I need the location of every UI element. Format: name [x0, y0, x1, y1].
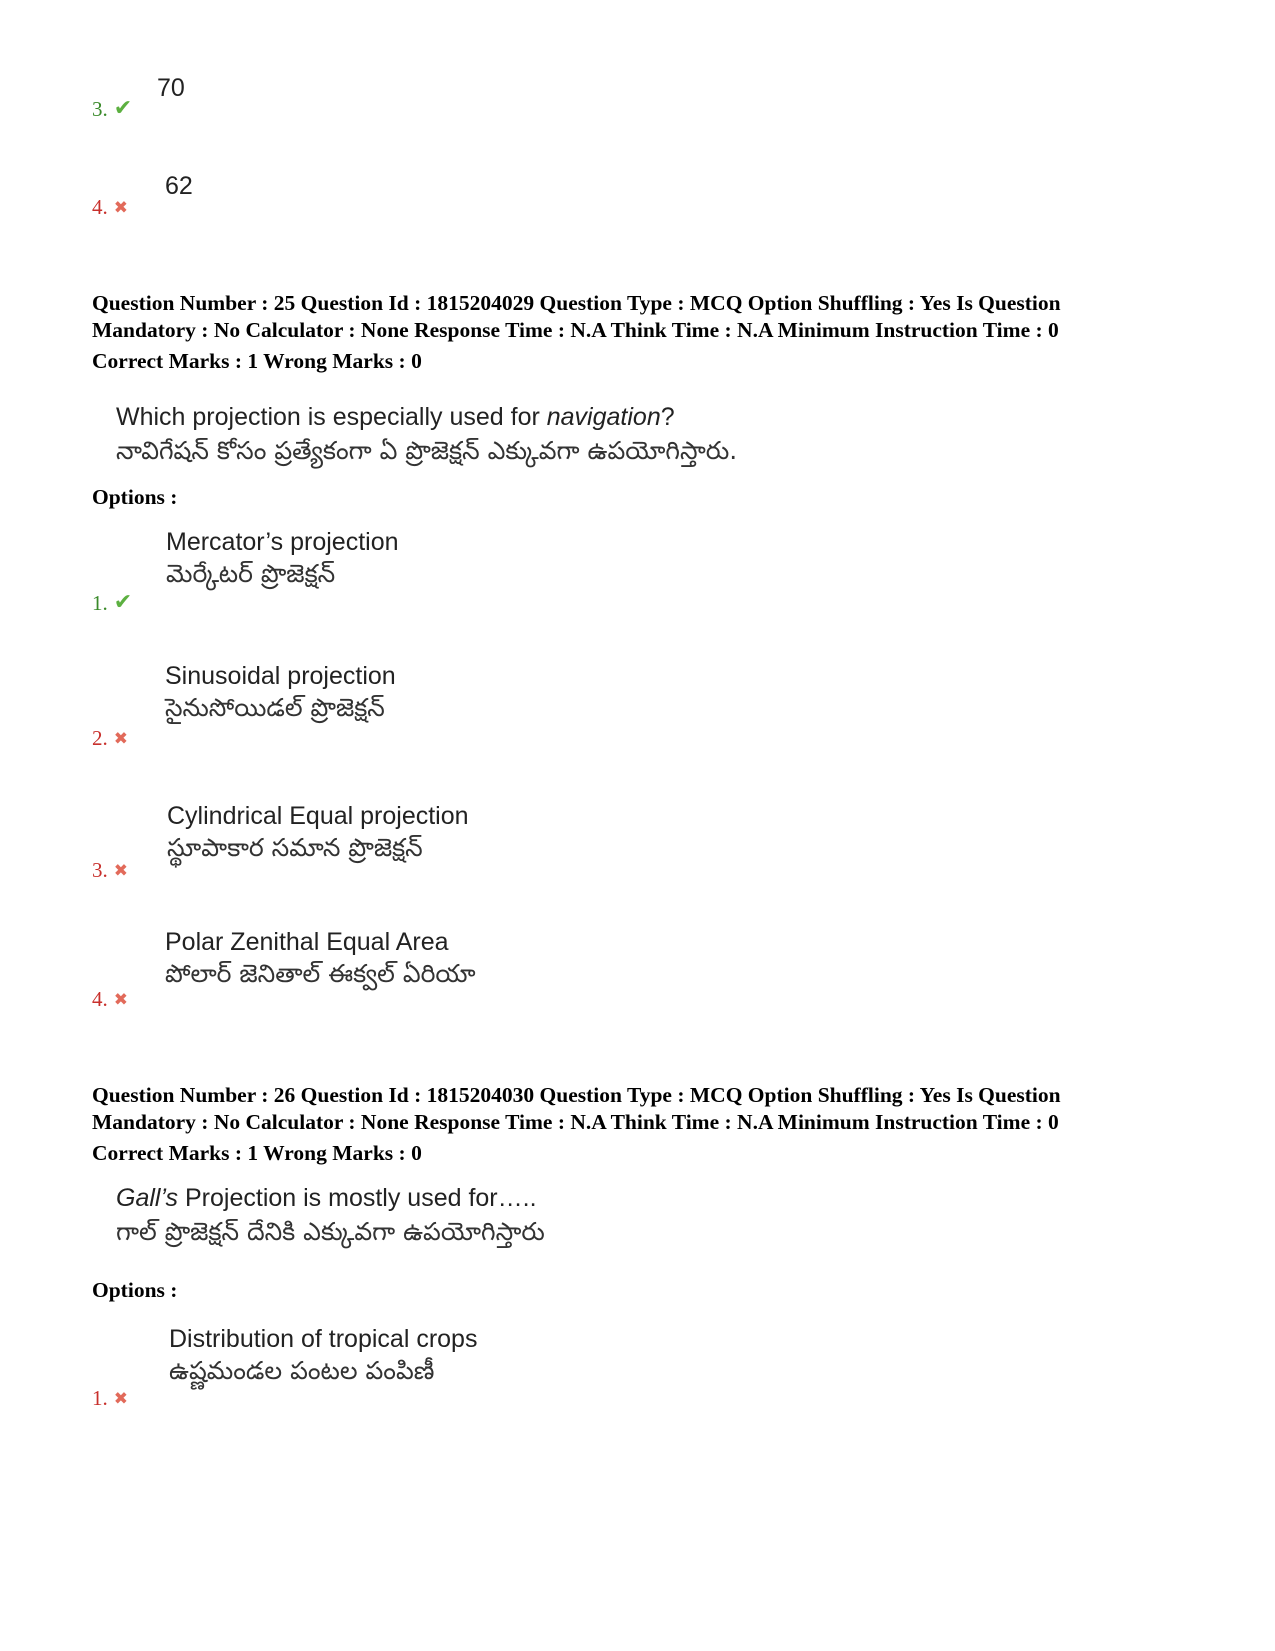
- option-index: 1.: [92, 591, 108, 615]
- question-en-part: Projection is mostly used for…..: [178, 1184, 537, 1212]
- option-index: 3.: [92, 97, 108, 121]
- question-meta: [92, 1082, 1192, 1167]
- option-telugu: పోలార్ జెనితాల్ ఈక్వల్ ఏరియా: [165, 959, 476, 988]
- option-index: 2.: [92, 726, 108, 750]
- question-text: [116, 400, 737, 468]
- option-number: [92, 591, 132, 615]
- option-index: 3.: [92, 858, 108, 882]
- meta-line: Question Number : 26 Question Id : 1815204030 Question Type : MCQ Option Shuffling : Yes Is Question: [92, 1083, 1061, 1107]
- option-telugu: సైనుసోయిడల్ ప్రొజెక్షన్: [165, 693, 385, 722]
- option-number: [92, 1386, 128, 1411]
- option-english: Mercator’s projection: [166, 528, 399, 556]
- question-en-italic: Gall’s: [116, 1184, 179, 1212]
- meta-line: Mandatory : No Calculator : None Response Time : N.A Think Time : N.A Minimum Instruction Time : 0: [92, 1110, 1059, 1134]
- option-number: [92, 726, 128, 751]
- cross-icon: ✖: [113, 729, 128, 749]
- cross-icon: ✖: [113, 198, 128, 218]
- option-value: 70: [157, 74, 185, 102]
- question-english: [116, 400, 737, 434]
- option-number: [92, 97, 132, 121]
- cross-icon: ✖: [113, 990, 128, 1010]
- question-en-part: ?: [660, 403, 675, 431]
- option-text: [169, 1323, 477, 1387]
- option-index: 4.: [92, 987, 108, 1011]
- option-text: [165, 170, 193, 202]
- meta-line: Question Number : 25 Question Id : 1815204029 Question Type : MCQ Option Shuffling : Yes Is Question: [92, 291, 1061, 315]
- option-number: [92, 987, 128, 1012]
- option-english: Distribution of tropical crops: [169, 1325, 478, 1353]
- check-icon: ✔: [113, 96, 133, 121]
- cross-icon: ✖: [113, 861, 128, 881]
- option-number: [92, 858, 128, 883]
- option-english: Sinusoidal projection: [165, 662, 396, 690]
- question-meta: [92, 290, 1192, 375]
- question-en-part: Which projection is especially used for: [116, 403, 547, 431]
- option-value: 62: [165, 172, 193, 200]
- meta-line: Mandatory : No Calculator : None Response Time : N.A Think Time : N.A Minimum Instruction Time : 0: [92, 318, 1059, 342]
- option-text: [166, 526, 399, 590]
- option-text: [157, 72, 185, 104]
- option-telugu: స్థూపాకార సమాన ప్రొజెక్షన్: [167, 833, 423, 862]
- question-telugu: గాల్ ప్రొజెక్షన్ దేనికి ఎక్కువగా ఉపయోగిస్తారు: [116, 1217, 545, 1246]
- marks-line: Correct Marks : 1 Wrong Marks : 0: [92, 1141, 422, 1165]
- option-text: [165, 660, 396, 724]
- cross-icon: ✖: [113, 1389, 128, 1409]
- option-english: Polar Zenithal Equal Area: [165, 928, 449, 956]
- options-label: Options :: [92, 1278, 178, 1302]
- option-text: [167, 800, 469, 864]
- option-text: [165, 926, 476, 990]
- option-index: 4.: [92, 195, 108, 219]
- marks-line: Correct Marks : 1 Wrong Marks : 0: [92, 349, 422, 373]
- question-en-italic: navigation: [546, 403, 661, 431]
- option-english: Cylindrical Equal projection: [167, 802, 469, 830]
- option-number: [92, 195, 128, 220]
- option-telugu: మెర్కేటర్ ప్రొజెక్షన్: [166, 559, 336, 588]
- option-index: 1.: [92, 1386, 108, 1410]
- question-text: [116, 1181, 545, 1249]
- check-icon: ✔: [113, 590, 133, 615]
- question-telugu: నావిగేషన్ కోసం ప్రత్యేకంగా ఏ ప్రొజెక్షన్ ఎక్కువగా ఉపయోగిస్తారు.: [116, 436, 738, 465]
- option-telugu: ఉష్ణమండల పంటల పంపిణీ: [169, 1356, 435, 1385]
- options-label: Options :: [92, 485, 178, 509]
- question-english: [116, 1181, 545, 1215]
